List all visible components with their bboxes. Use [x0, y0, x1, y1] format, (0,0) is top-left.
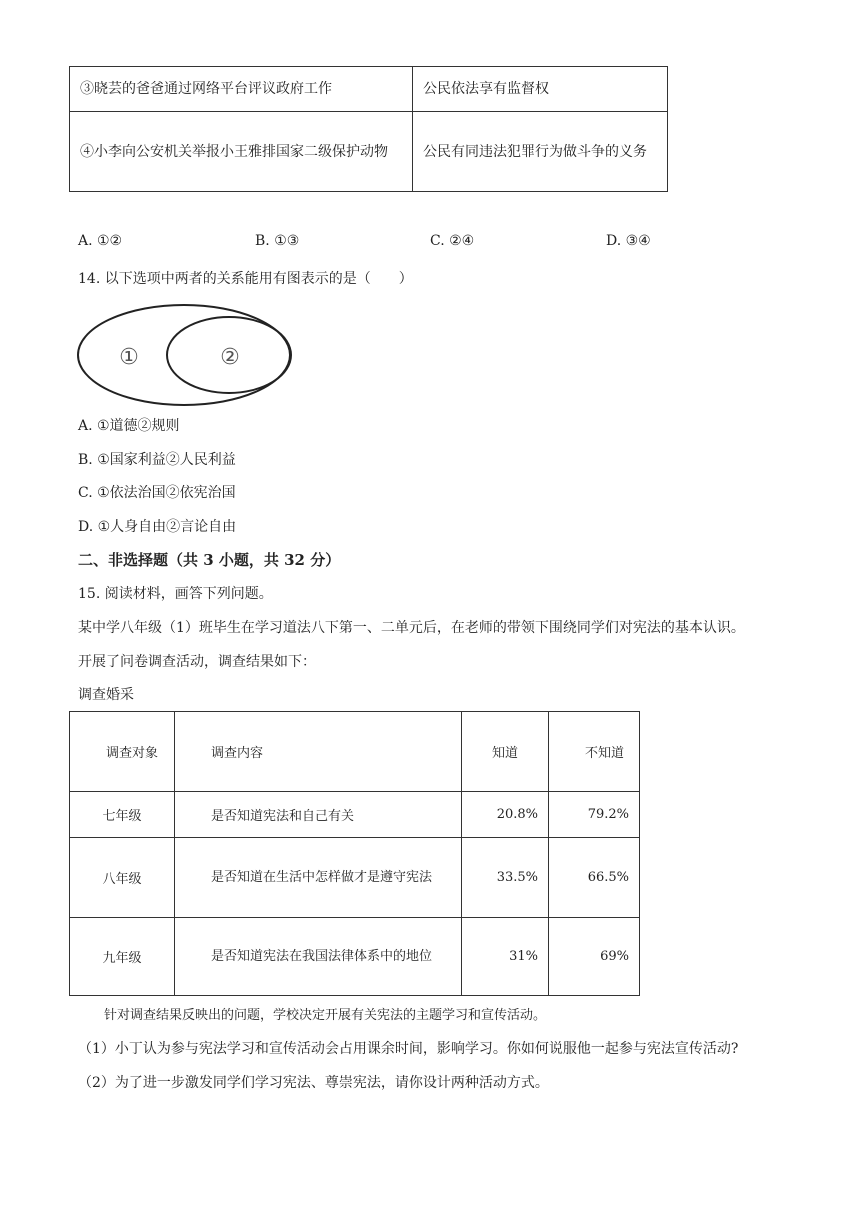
table-cell: ③晓芸的爸爸通过网络平台评议政府工作: [70, 67, 413, 112]
header-know: 知道: [462, 712, 549, 792]
not-know-cell: 79.2%: [549, 792, 640, 838]
q13-table: [69, 66, 668, 192]
not-know-cell: 66.5%: [549, 838, 640, 918]
q15-stem: 15. 阅读材料，画答下列问题。: [78, 586, 273, 602]
content-cell: 是否知道宪法在我国法律体系中的地位: [175, 918, 462, 996]
table-cell: 公民依法享有监督权: [413, 67, 668, 112]
content-cell: 是否知道宪法和自己有关: [175, 792, 462, 838]
inner-label: ②: [220, 345, 240, 370]
grade-cell: 七年级: [70, 792, 175, 838]
q15-material-line: 开展了问卷调查活动，调查结果如下：: [78, 654, 316, 670]
know-cell: 33.5%: [462, 838, 549, 918]
header-content: 调查内容: [175, 712, 462, 792]
q14-option-d: D. ①人身自由②言论自由: [78, 519, 237, 535]
sub-question-1: （1）小丁认为参与宪法学习和宣传活动会占用课余时间，影响学习。你如何说服他一起参与宪法宣传活动?: [78, 1041, 739, 1057]
content-cell: 是否知道在生活中怎样做才是遵守宪法: [175, 838, 462, 918]
table-cell: ④小李向公安机关举报小王雅排国家二级保护动物: [70, 112, 413, 192]
q13-option-b: B. ①③: [255, 233, 300, 249]
know-cell: 20.8%: [462, 792, 549, 838]
table-row: [70, 792, 640, 838]
sub-question-2: （2）为了进一步激发同学们学习宪法、尊崇宪法，请你设计两种活动方式。: [78, 1075, 549, 1091]
q14-option-c: C. ①依法治国②依宪治国: [78, 485, 236, 501]
know-cell: 31%: [462, 918, 549, 996]
survey-table: [69, 711, 640, 996]
q14-option-b: B. ①国家利益②人民利益: [78, 452, 236, 468]
outer-ellipse: [78, 305, 290, 405]
q13-option-d: D. ③④: [606, 233, 651, 249]
grade-cell: 八年级: [70, 838, 175, 918]
grade-cell: 九年级: [70, 918, 175, 996]
header-target: 调查对象: [70, 712, 175, 792]
table-row: [70, 918, 640, 996]
q13-option-c: C. ②④: [430, 233, 475, 249]
not-know-cell: 69%: [549, 918, 640, 996]
after-table-text: 针对调查结果反映出的问题，学校决定开展有关宪法的主题学习和宣传活动。: [104, 1008, 547, 1023]
survey-caption: 调查婚采: [78, 687, 134, 703]
q14-option-a: A. ①道德②规则: [78, 418, 180, 434]
table-row: [70, 112, 668, 192]
table-row: [70, 838, 640, 918]
table-cell: 公民有同违法犯罪行为做斗争的义务: [413, 112, 668, 192]
section-heading: 二、非选择题（共 3 小题，共 32 分）: [78, 551, 341, 569]
venn-diagram: [74, 300, 294, 410]
header-not-know: 不知道: [549, 712, 640, 792]
table-row: [70, 67, 668, 112]
table-header-row: [70, 712, 640, 792]
q13-option-a: A. ①②: [78, 233, 123, 249]
q14-stem: 14. 以下选项中两者的关系能用有图表示的是（ ）: [78, 271, 413, 287]
q15-material-line: 某中学八年级（1）班毕生在学习道法八下第一、二单元后，在老师的带领下围绕同学们对宪法的基本认识。: [78, 620, 745, 636]
outer-label: ①: [119, 345, 139, 370]
